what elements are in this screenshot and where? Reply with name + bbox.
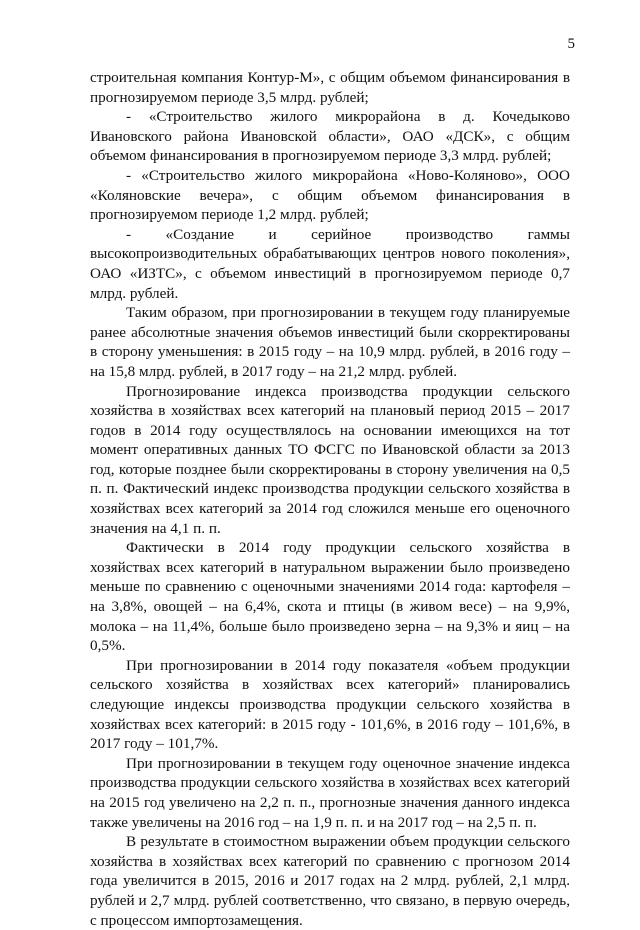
list-item-paragraph: - «Строительство жилого микрорайона «Ново-Коляново», ООО «Коляновские вечера», с общим объемом финансирования в прогнозируемом периоде 1,2 млрд. рублей; xyxy=(90,166,570,224)
paragraph: строительная компания Контур-М», с общим объемом финансирования в прогнозируемом периоде 3,5 млрд. рублей; xyxy=(90,69,570,106)
page-number: 5 xyxy=(567,36,575,52)
paragraph: При прогнозировании в текущем году оценочное значение индекса производства продукции сельского хозяйства в хозяйствах всех категорий на 2015 год увеличено на 2,2 п. п., прогнозные значения данного индекса также увеличены на 2016 год – на 1,9 п. п. и на 2017 год – на 2,5 п. п. xyxy=(90,754,570,831)
paragraph: При прогнозировании в 2014 году показателя «объем продукции сельского хозяйства в хозяйствах всех категорий» планировались следующие индексы производства продукции сельского хозяйства в хозяйствах всех категорий: в 2015 году - 101,6%, в 2016 году – 101,6%, в 2017 году – 101,7%. xyxy=(90,656,570,753)
paragraph: Прогнозирование индекса производства продукции сельского хозяйства в хозяйствах всех категорий на плановый период 2015 – 2017 годов в 2014 году осуществлялось на основании имеющихся на тот момент оперативных данных ТО ФСГС по Ивановской области за 2013 год, которые позднее были скорректированы в сторону увеличения на 0,5 п. п. Фактический индекс производства продукции сельского хозяйства в хозяйствах всех категорий за 2014 год сложился меньше его оценочного значения на 4,1 п. п. xyxy=(90,382,570,537)
paragraph: Фактически в 2014 году продукции сельского хозяйства в хозяйствах всех категорий в натуральном выражении было произведено меньше по сравнению с оценочными значениями 2014 года: картофеля – на 3,8%, овощей – на 6,4%, скота и птицы (в живом весе) – на 9,9%, молока – на 11,4%, больше было произведено зерна – на 9,3% и яиц – на 0,5%. xyxy=(90,539,570,655)
paragraph: В результате в стоимостном выражении объем продукции сельского хозяйства в хозяйствах всех категорий по сравнению с прогнозом 2014 года увеличится в 2015, 2016 и 2017 годах на 2 млрд. рублей, 2,1 млрд. рублей и 2,7 млрд. рублей соответственно, что связано, в первую очередь, с процессом импортозамещения. xyxy=(90,833,570,929)
list-item-paragraph: - «Строительство жилого микрорайона в д. Кочедыково Ивановского района Ивановской области», ОАО «ДСК», с общим объемом финансирования в прогнозируемом периоде 3,3 млрд. рублей; xyxy=(90,108,570,165)
list-item-paragraph: - «Создание и серийное производство гаммы высокопроизводительных обрабатывающих центров нового поколения», ОАО «ИЗТС», с объемом инвестиций в прогнозируемом периоде 0,7 млрд. рублей. xyxy=(90,225,570,302)
document-body xyxy=(90,68,570,930)
paragraph: Таким образом, при прогнозировании в текущем году планируемые ранее абсолютные значения объемов инвестиций были скорректированы в сторону уменьшения: в 2015 году – на 10,9 млрд. рублей, в 2016 году – на 15,8 млрд. рублей, в 2017 году – на 21,2 млрд. рублей. xyxy=(90,304,570,380)
